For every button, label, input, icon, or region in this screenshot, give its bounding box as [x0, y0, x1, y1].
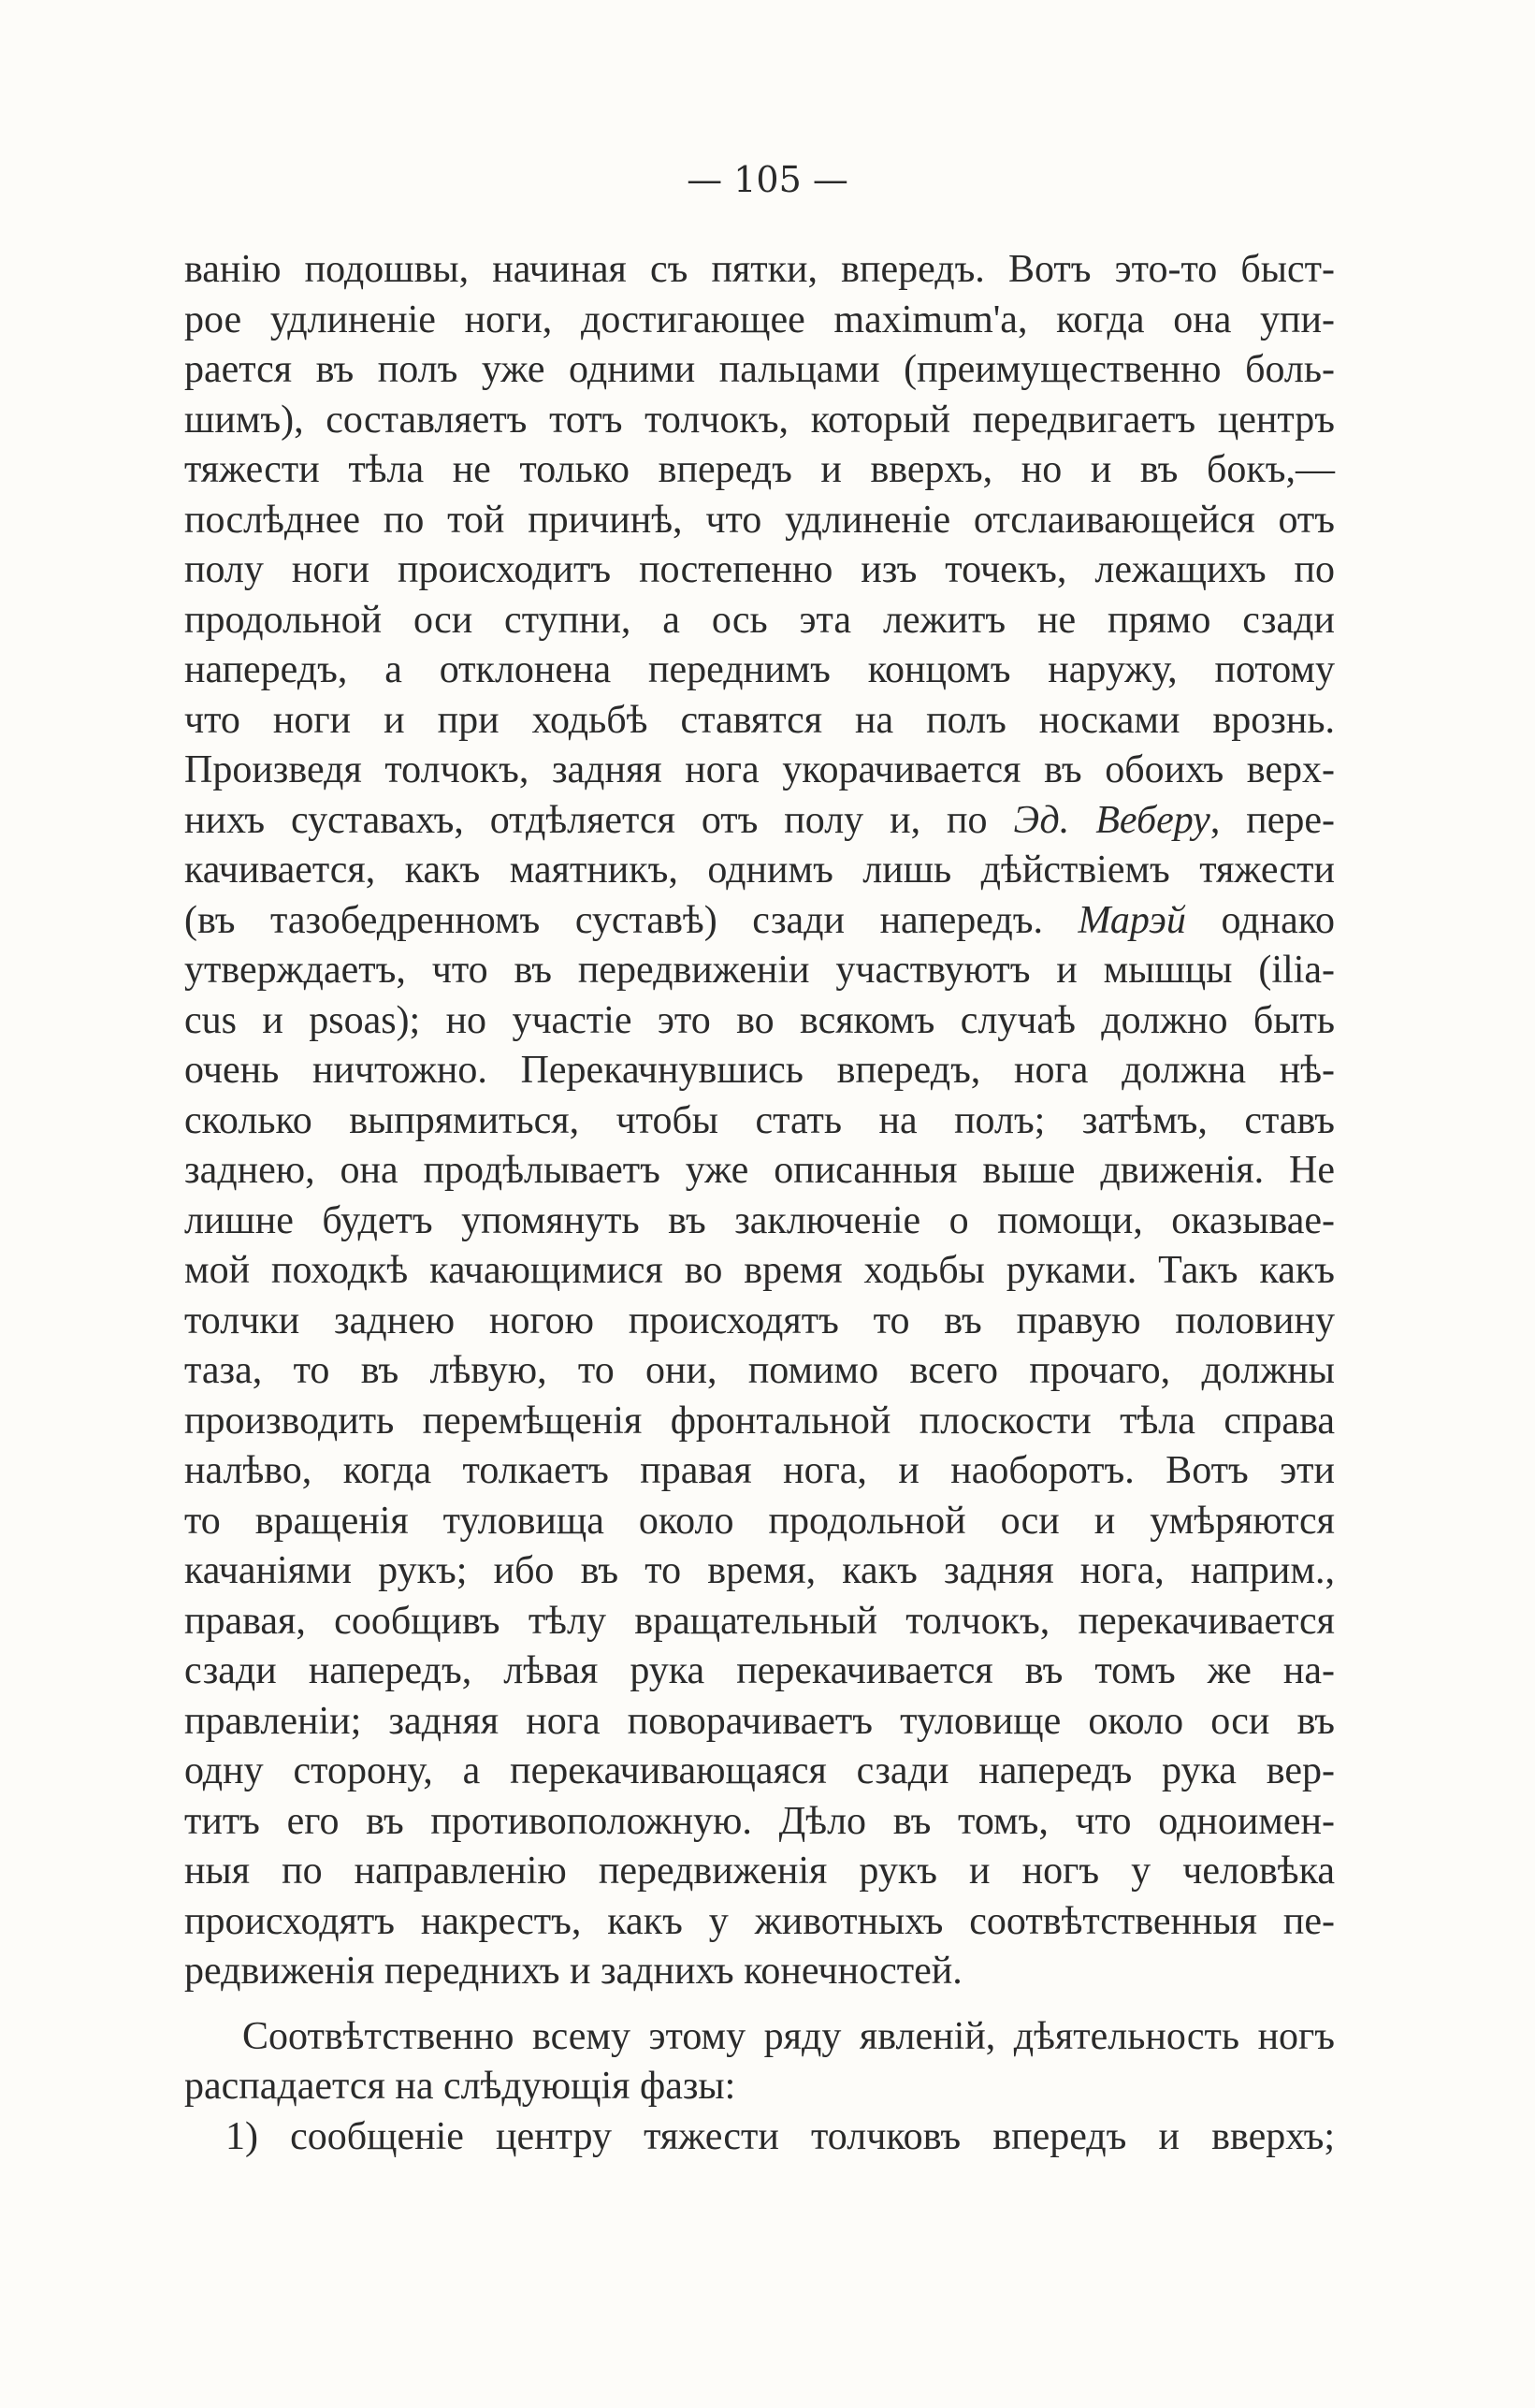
text-line: налѣво, когда толкаетъ правая нога, и наоборотъ. Вотъ эти: [184, 1449, 1335, 1492]
page-number: — 105 —: [687, 159, 848, 200]
text-line: лишне будетъ упомянуть въ заключеніе о помощи, оказывае-: [184, 1198, 1335, 1242]
text-line: [184, 796, 1335, 847]
text-line: толчки заднею ногою происходятъ то въ правую половину: [184, 1298, 1335, 1342]
text-line: ныя по направленію передвиженія рукъ и ногъ у человѣка: [184, 1850, 1335, 1893]
text-line: очень ничтожно. Перекачнувшись впередъ, нога должна нѣ-: [184, 1049, 1335, 1092]
text-line: рое удлиненіе ноги, достигающее maximum'а, когда она упи-: [184, 297, 1335, 341]
author-name-marey: Марэй: [1078, 898, 1186, 942]
text-line: правленіи; задняя нога поворачиваетъ туловище около оси въ: [184, 1699, 1335, 1743]
text-line: мой походкѣ качающимися во время ходьбы руками. Такъ какъ: [184, 1249, 1335, 1292]
text-line: ванію подошвы, начиная съ пятки, впередъ. Вотъ это-то быст-: [184, 248, 1335, 291]
text-segment: однако: [1185, 898, 1335, 942]
text-segment: (въ тазобедренномъ суставѣ) сзади напередъ.: [184, 898, 1079, 942]
text-segment: , пере-: [1209, 798, 1335, 842]
text-line: правая, сообщивъ тѣлу вращательный толчокъ, перекачивается: [184, 1599, 1335, 1643]
text-line: заднею, она продѣлываетъ уже описанныя выше движенія. Не: [184, 1149, 1335, 1192]
text-line: послѣднее по той причинѣ, что удлиненіе отслаивающейся отъ: [184, 498, 1335, 542]
text-line: cus и psoas); но участіе это во всякомъ случаѣ должно быть: [184, 998, 1335, 1042]
list-item: 1) сообщеніе центру тяжести толчковъ впередъ и вверхъ;: [225, 2114, 1335, 2158]
text-line: полу ноги происходитъ постепенно изъ точекъ, лежащихъ по: [184, 548, 1335, 591]
text-line: таза, то въ лѣвую, то они, помимо всего прочаго, должны: [184, 1349, 1335, 1392]
text-line: тяжести тѣла не только впередъ и вверхъ, но и въ бокъ,—: [184, 448, 1335, 491]
text-line: Произведя толчокъ, задняя нога укорачивается въ обоихъ верх-: [184, 748, 1335, 791]
text-line: напередъ, а отклонена переднимъ концомъ наружу, потому: [184, 648, 1335, 691]
author-name-weber: Эд. Веберу: [1013, 798, 1210, 842]
text-line: [184, 896, 1335, 947]
text-line: что ноги и при ходьбѣ ставятся на полъ носками врознь.: [184, 698, 1335, 742]
text-segment: нихъ суставахъ, отдѣляется отъ полу и, по: [184, 798, 1014, 842]
text-line: то вращенія туловища около продольной оси и умѣряются: [184, 1499, 1335, 1543]
text-line: сзади напередъ, лѣвая рука перекачивается въ томъ же на-: [184, 1649, 1335, 1692]
text-line: утверждаетъ, что въ передвиженіи участвуютъ и мышцы (ilia-: [184, 949, 1335, 992]
text-line: рается въ полъ уже одними пальцами (преимущественно боль-: [184, 348, 1335, 391]
body-text: [184, 245, 1335, 2162]
text-line: шимъ), составляетъ тотъ толчокъ, который передвигаетъ центръ: [184, 398, 1335, 442]
text-line: качивается, какъ маятникъ, однимъ лишь дѣйствіемъ тяжести: [184, 849, 1335, 892]
text-line: распадается на слѣдующія фазы:: [184, 2065, 736, 2108]
text-line: продольной оси ступни, а ось эта лежитъ не прямо сзади: [184, 598, 1335, 642]
text-line: Соотвѣтственно всему этому ряду явленій, дѣятельность ногъ: [242, 2014, 1335, 2058]
text-line: титъ его въ противоположную. Дѣло въ томъ, что одноимен-: [184, 1799, 1335, 1843]
text-line: происходятъ накрестъ, какъ у животныхъ соотвѣтственныя пе-: [184, 1899, 1335, 1943]
text-line: одну сторону, а перекачивающаяся сзади напередъ рука вер-: [184, 1749, 1335, 1792]
text-line: редвиженія переднихъ и заднихъ конечностей.: [184, 1950, 963, 1993]
text-line: производить перемѣщенія фронтальной плоскости тѣла справа: [184, 1399, 1335, 1443]
text-line: качаніями рукъ; ибо въ то время, какъ задняя нога, наприм.,: [184, 1549, 1335, 1592]
text-line: сколько выпрямиться, чтобы стать на полъ; затѣмъ, ставъ: [184, 1098, 1335, 1142]
